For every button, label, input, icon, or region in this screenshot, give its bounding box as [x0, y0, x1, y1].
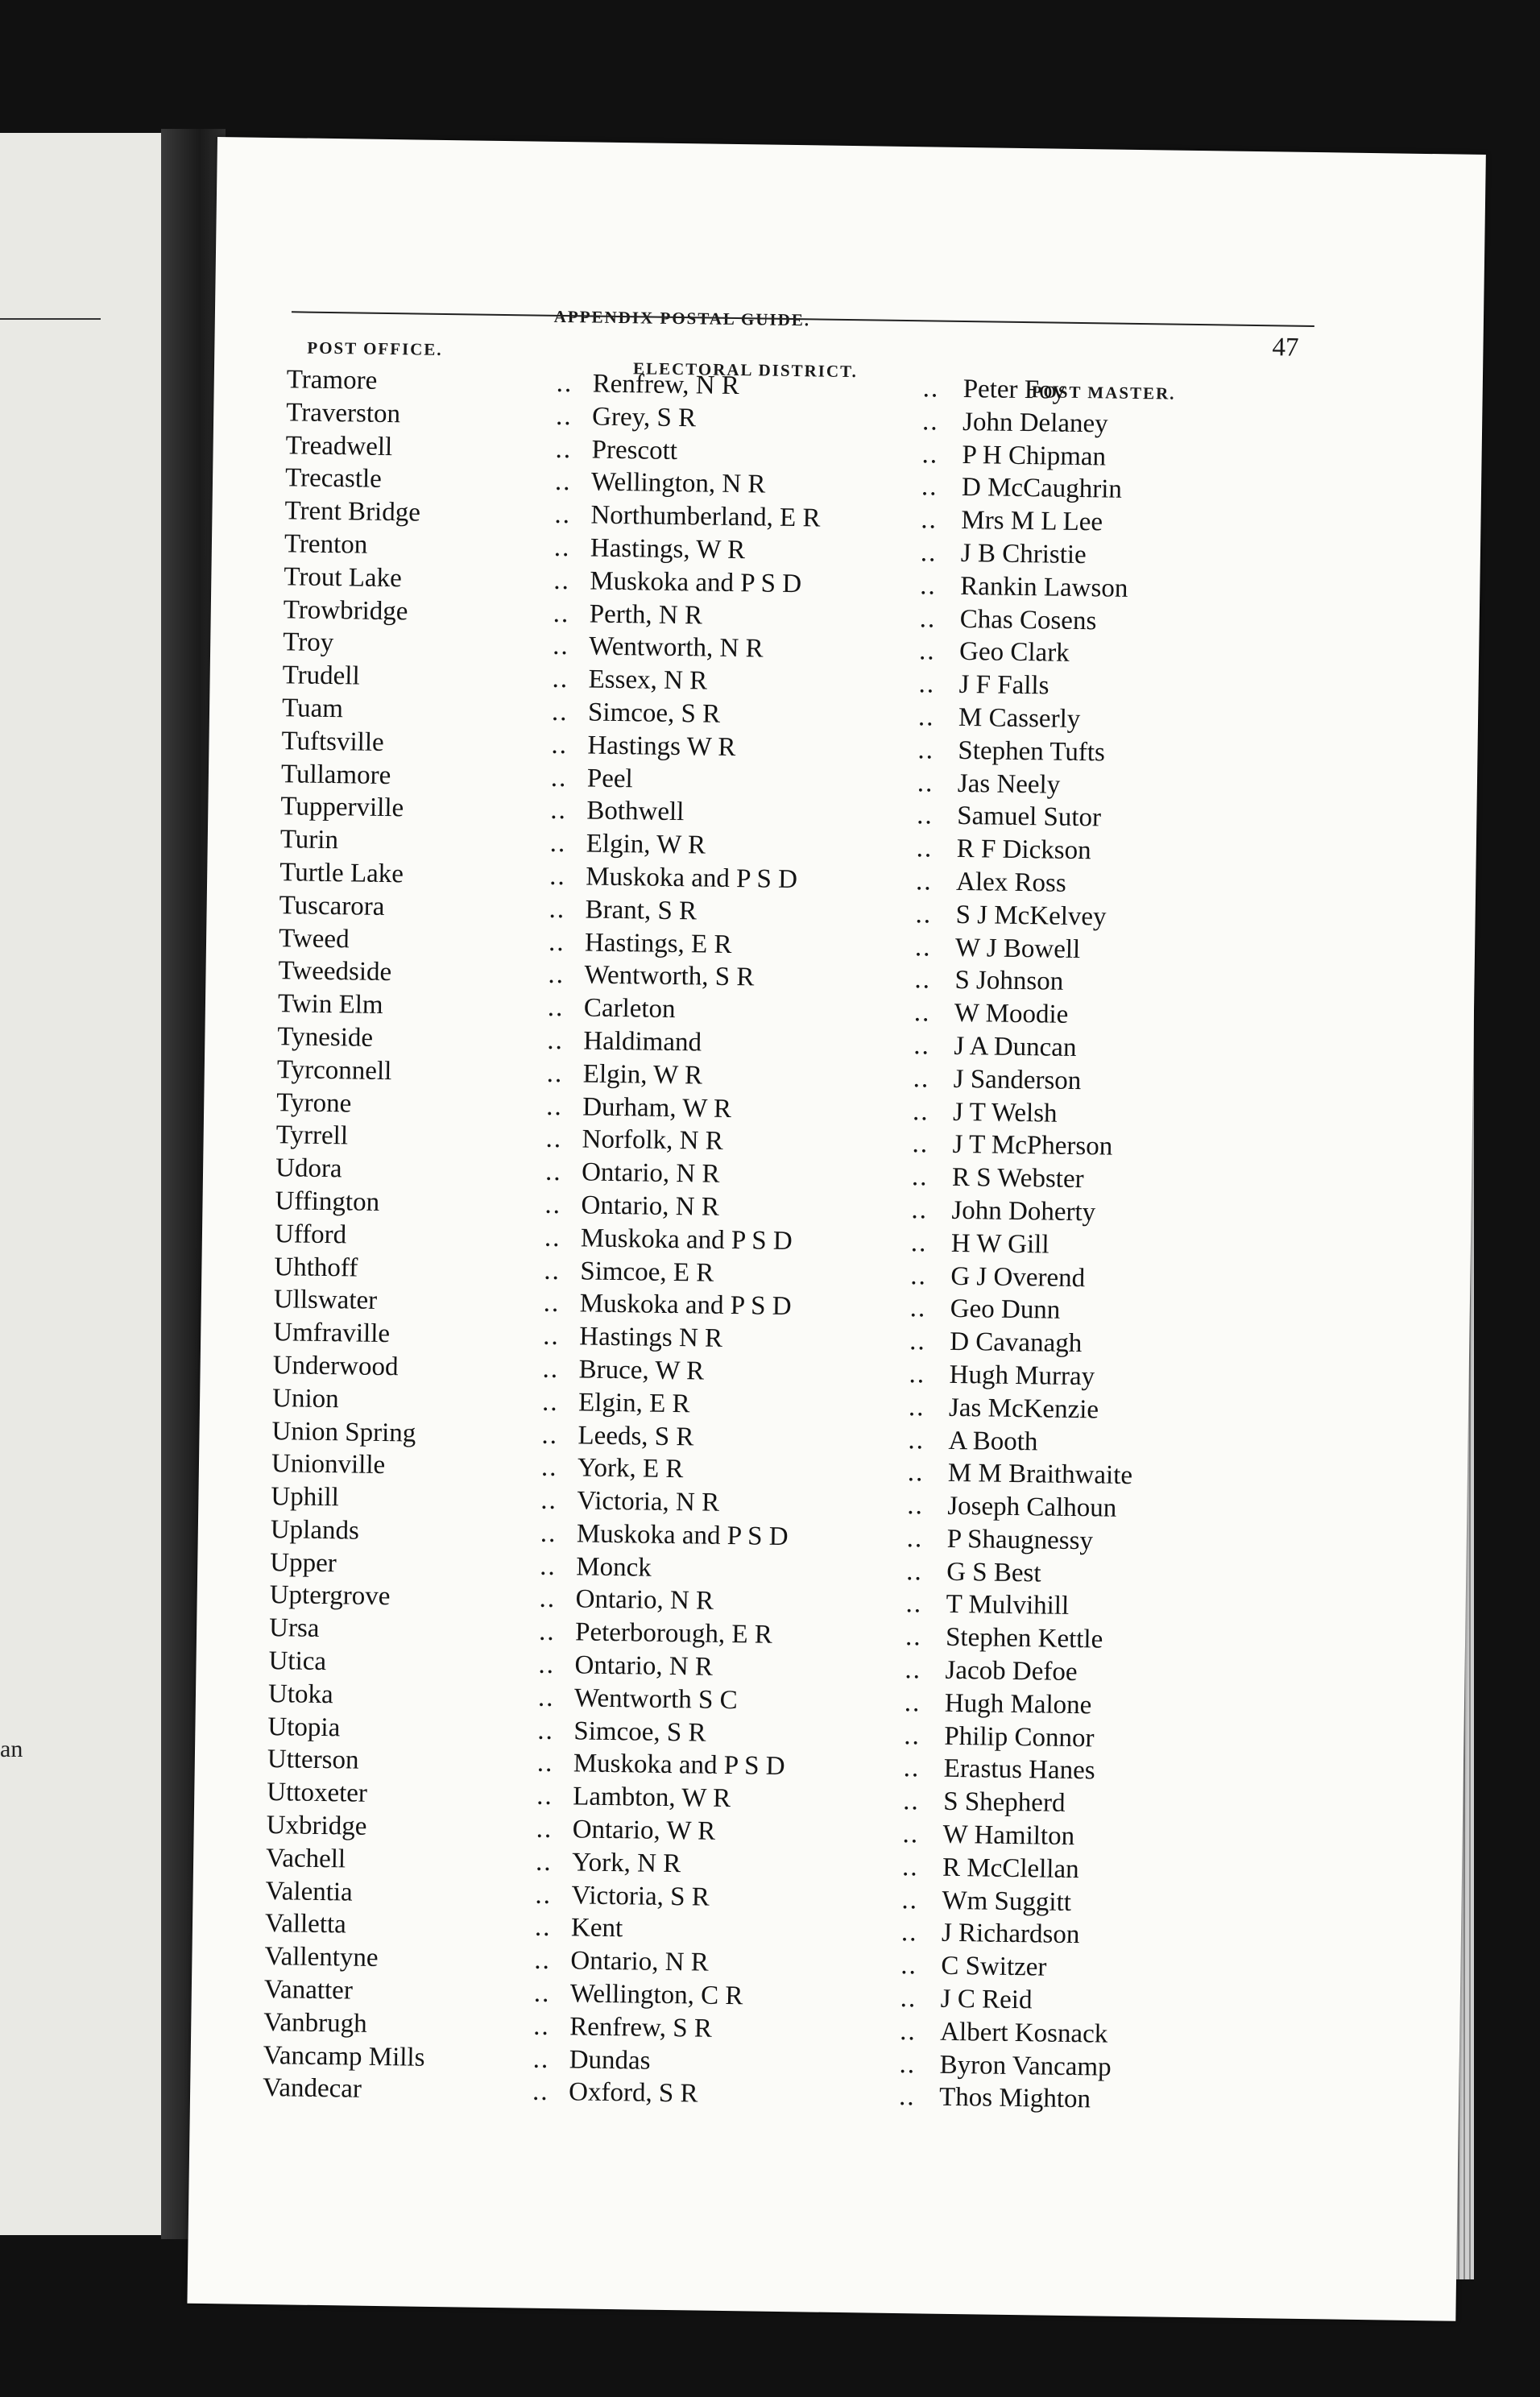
post-office-cell: Turtle Lake	[279, 858, 404, 889]
electoral-district-cell: Simcoe, E R	[580, 1256, 714, 1288]
leader-dots: ..	[906, 1524, 924, 1554]
post-office-cell: Tupperville	[280, 792, 404, 823]
leader-dots: ..	[907, 1491, 925, 1521]
leader-dots: ..	[553, 565, 571, 595]
post-master-cell: Rankin Lawson	[960, 571, 1128, 603]
right-page	[187, 137, 1485, 2321]
leader-dots: ..	[552, 631, 569, 661]
left-page-fragment: an	[0, 1736, 23, 1762]
leader-dots: ..	[905, 1655, 922, 1685]
post-office-cell: Union	[271, 1383, 339, 1414]
electoral-district-cell: Wentworth S C	[573, 1683, 738, 1716]
leader-dots: ..	[899, 2016, 917, 2047]
leader-dots: ..	[917, 735, 935, 765]
leader-dots: ..	[900, 1918, 918, 1948]
post-office-cell: Underwood	[272, 1351, 399, 1382]
post-master-cell: Geo Dunn	[950, 1294, 1061, 1326]
leader-dots: ..	[554, 467, 572, 497]
leader-dots: ..	[902, 1819, 920, 1849]
post-master-cell: Wm Suggitt	[942, 1886, 1072, 1917]
post-master-cell: Geo Clark	[958, 637, 1070, 669]
electoral-district-cell: Northumberland, E R	[590, 500, 821, 533]
leader-dots: ..	[917, 801, 934, 830]
leader-dots: ..	[905, 1622, 922, 1652]
post-master-cell: John Delaney	[962, 407, 1108, 439]
electoral-district-cell: Muskoka and P S D	[579, 1289, 792, 1322]
post-master-cell: W Hamilton	[942, 1819, 1075, 1852]
electoral-district-cell: Haldimand	[583, 1026, 702, 1058]
leader-dots: ..	[540, 1551, 557, 1581]
post-master-cell: Hugh Murray	[949, 1360, 1095, 1392]
post-office-cell: Uttoxeter	[267, 1778, 368, 1809]
leader-dots: ..	[535, 1880, 553, 1910]
post-office-cell: Trowbridge	[283, 594, 408, 626]
leader-dots: ..	[899, 2049, 917, 2079]
leader-dots: ..	[541, 1420, 559, 1450]
post-office-cell: Troy	[282, 627, 334, 658]
post-master-cell: J Sanderson	[953, 1064, 1082, 1095]
post-master-cell: Jas Neely	[957, 768, 1061, 800]
post-office-cell: Valletta	[264, 1909, 347, 1940]
post-master-cell: Albert Kosnack	[939, 2017, 1108, 2049]
leader-dots: ..	[909, 1327, 926, 1356]
post-master-cell: D McCaughrin	[961, 473, 1123, 505]
leader-dots: ..	[533, 2011, 551, 2041]
leader-dots: ..	[912, 1096, 929, 1126]
post-office-cell: Utopia	[267, 1712, 341, 1742]
post-master-cell: R S Webster	[951, 1162, 1084, 1194]
leader-dots: ..	[547, 1025, 565, 1056]
leader-dots: ..	[536, 1782, 554, 1811]
leader-dots: ..	[555, 434, 573, 464]
leader-dots: ..	[551, 697, 569, 727]
leader-dots: ..	[904, 1720, 921, 1751]
post-master-cell: Erastus Hanes	[943, 1754, 1095, 1786]
leader-dots: ..	[915, 899, 933, 929]
left-page-rule	[0, 318, 101, 320]
column-header-post-office: POST OFFICE.	[307, 337, 443, 359]
electoral-district-cell: Brant, S R	[585, 895, 698, 926]
post-office-cell: Tullamore	[280, 759, 391, 790]
leader-dots: ..	[920, 538, 938, 568]
post-office-cell: Unionville	[271, 1449, 386, 1480]
electoral-district-cell: Ontario, N R	[574, 1650, 714, 1682]
post-master-cell: S Johnson	[954, 966, 1064, 997]
electoral-district-cell: Muskoka and P S D	[580, 1223, 793, 1256]
leader-dots: ..	[540, 1485, 558, 1516]
post-master-cell: D Cavanagh	[949, 1327, 1083, 1359]
leader-dots: ..	[908, 1425, 925, 1455]
post-master-cell: W Moodie	[954, 999, 1069, 1029]
electoral-district-cell: Elgin, W R	[582, 1059, 703, 1091]
post-office-cell: Tweed	[278, 923, 350, 954]
post-master-cell: Philip Connor	[944, 1721, 1095, 1753]
post-office-cell: Uhthoff	[274, 1252, 358, 1283]
post-master-cell: G J Overend	[950, 1261, 1086, 1293]
leader-dots: ..	[911, 1195, 929, 1225]
electoral-district-cell: Renfrew, N R	[592, 369, 740, 401]
leader-dots: ..	[547, 992, 565, 1023]
leader-dots: ..	[550, 796, 568, 826]
post-master-cell: J T Welsh	[952, 1097, 1058, 1128]
electoral-district-cell: Durham, W R	[582, 1091, 732, 1124]
post-master-cell: P Shaugnessy	[946, 1524, 1094, 1556]
leader-dots: ..	[538, 1617, 556, 1647]
leader-dots: ..	[913, 1031, 931, 1061]
leader-dots: ..	[913, 998, 931, 1028]
leader-dots: ..	[536, 1814, 553, 1844]
post-office-cell: Uplands	[270, 1514, 360, 1546]
leader-dots: ..	[534, 1913, 552, 1943]
leader-dots: ..	[902, 1786, 920, 1816]
leader-dots: ..	[548, 927, 565, 957]
leader-dots: ..	[549, 894, 566, 924]
post-master-cell: R McClellan	[942, 1853, 1079, 1885]
leader-dots: ..	[914, 965, 932, 995]
leader-dots: ..	[549, 861, 566, 892]
electoral-district-cell: Hastings, E R	[584, 928, 732, 959]
leader-dots: ..	[909, 1360, 926, 1389]
post-office-cell: Tyrconnell	[276, 1054, 392, 1086]
leader-dots: ..	[903, 1753, 921, 1783]
electoral-district-cell: Grey, S R	[591, 402, 697, 433]
post-master-cell: Byron Vancamp	[939, 2050, 1112, 2082]
leader-dots: ..	[541, 1387, 559, 1417]
electoral-district-cell: Carleton	[583, 993, 676, 1025]
post-office-cell: Utoka	[267, 1679, 333, 1710]
leader-dots: ..	[540, 1518, 557, 1548]
leader-dots: ..	[910, 1227, 928, 1258]
leader-dots: ..	[543, 1289, 561, 1319]
post-office-cell: Tuscarora	[279, 890, 385, 921]
leader-dots: ..	[551, 730, 569, 760]
post-office-cell: Ursa	[268, 1613, 320, 1644]
post-office-cell: Tweedside	[278, 956, 392, 987]
electoral-district-cell: Wentworth, S R	[584, 960, 755, 992]
leader-dots: ..	[917, 768, 934, 798]
electoral-district-cell: Muskoka and P S D	[590, 566, 802, 598]
post-master-cell: J T McPherson	[952, 1130, 1113, 1161]
leader-dots: ..	[921, 505, 938, 535]
leader-dots: ..	[916, 834, 934, 863]
leader-dots: ..	[911, 1162, 929, 1192]
leader-dots: ..	[918, 669, 936, 699]
leader-dots: ..	[537, 1716, 555, 1745]
post-office-cell: Ufford	[274, 1219, 347, 1250]
leader-dots: ..	[905, 1556, 923, 1587]
leader-dots: ..	[536, 1749, 554, 1778]
electoral-district-cell: Victoria, N R	[577, 1486, 720, 1517]
electoral-district-cell: Hastings N R	[578, 1322, 723, 1354]
electoral-district-cell: Simcoe, S R	[573, 1716, 706, 1748]
post-master-cell: J A Duncan	[954, 1031, 1077, 1062]
leader-dots: ..	[544, 1256, 561, 1285]
post-office-cell: Tyneside	[277, 1022, 374, 1053]
leader-dots: ..	[553, 532, 571, 563]
post-master-cell: M Casserly	[958, 702, 1081, 734]
leader-dots: ..	[544, 1223, 561, 1252]
post-master-cell: Peter Foy	[962, 374, 1066, 405]
post-office-cell: Uptergrove	[269, 1580, 391, 1612]
post-office-cell: Trout Lake	[284, 561, 402, 594]
leader-dots: ..	[535, 1847, 553, 1877]
leader-dots: ..	[539, 1584, 557, 1614]
post-master-cell: Hugh Malone	[944, 1688, 1092, 1720]
leader-dots: ..	[920, 571, 938, 601]
post-office-cell: Tyrrell	[275, 1120, 349, 1151]
electoral-district-cell: Peterborough, E R	[574, 1617, 773, 1650]
post-master-cell: Stephen Tufts	[958, 735, 1106, 768]
electoral-district-cell: Simcoe, S R	[587, 698, 721, 729]
post-master-cell: H W Gill	[950, 1228, 1049, 1260]
post-master-cell: John Doherty	[951, 1195, 1096, 1227]
post-master-cell: Stephen Kettle	[945, 1623, 1103, 1654]
post-master-cell: S J McKelvey	[955, 900, 1107, 932]
leader-dots: ..	[533, 1978, 551, 2009]
electoral-district-cell: Lambton, W R	[573, 1782, 731, 1814]
post-office-cell: Trenton	[284, 529, 368, 560]
post-office-cell: Vanbrugh	[263, 2007, 367, 2039]
post-master-cell: A Booth	[948, 1426, 1038, 1456]
post-office-cell: Traverston	[285, 398, 401, 428]
post-master-cell: Thos Mighton	[938, 2083, 1091, 2114]
electoral-district-cell: Bothwell	[586, 796, 685, 827]
leader-dots: ..	[921, 472, 938, 502]
electoral-district-cell: Oxford, S R	[568, 2077, 698, 2109]
electoral-district-cell: Monck	[576, 1552, 652, 1583]
electoral-district-cell: Leeds, S R	[578, 1420, 694, 1451]
post-office-cell: Vallentyne	[264, 1942, 379, 1973]
electoral-district-cell: Muskoka and P S D	[585, 862, 798, 895]
post-office-cell: Vancamp Mills	[263, 2040, 425, 2072]
leader-dots: ..	[900, 1951, 918, 1981]
electoral-district-cell: Ontario, N R	[581, 1157, 720, 1189]
column-header-electoral-district: ELECTORAL DISTRICT.	[632, 358, 858, 382]
post-office-cell: Uffington	[275, 1186, 380, 1217]
leader-dots: ..	[534, 1945, 552, 1976]
post-master-cell: G S Best	[946, 1557, 1041, 1588]
post-office-cell: Vandecar	[262, 2073, 362, 2105]
post-master-cell: W J Bowell	[954, 933, 1081, 964]
electoral-district-cell: Perth, N R	[589, 599, 703, 631]
leader-dots: ..	[554, 500, 572, 530]
post-office-cell: Valentia	[265, 1876, 353, 1907]
leader-dots: ..	[919, 603, 937, 634]
leader-dots: ..	[544, 1157, 562, 1187]
post-master-cell: Alex Ross	[955, 867, 1067, 898]
post-master-cell: R F Dickson	[956, 834, 1091, 866]
post-office-cell: Tyrone	[276, 1087, 352, 1118]
leader-dots: ..	[921, 407, 939, 437]
leader-dots: ..	[553, 598, 570, 628]
post-office-cell: Uxbridge	[266, 1811, 367, 1841]
leader-dots: ..	[907, 1458, 925, 1488]
post-office-cell: Union Spring	[271, 1416, 416, 1448]
post-office-cell: Upper	[270, 1547, 337, 1578]
electoral-district-cell: York, N R	[571, 1848, 681, 1879]
post-office-cell: Utica	[268, 1646, 327, 1677]
electoral-district-cell: Kent	[570, 1913, 623, 1944]
post-office-cell: Trecastle	[284, 463, 383, 495]
electoral-district-cell: Wellington, C R	[569, 1979, 743, 2011]
post-master-cell: Samuel Sutor	[957, 801, 1102, 833]
leader-dots: ..	[913, 1063, 930, 1094]
post-office-cell: Twin Elm	[277, 989, 383, 1020]
post-master-cell: S Shepherd	[942, 1787, 1066, 1819]
leader-dots: ..	[542, 1321, 561, 1352]
leader-dots: ..	[905, 1589, 923, 1619]
leader-dots: ..	[540, 1453, 558, 1483]
post-office-cell: Umfraville	[273, 1318, 391, 1349]
post-office-cell: Trudell	[282, 660, 360, 691]
post-office-cell: Utterson	[267, 1745, 359, 1776]
leader-dots: ..	[914, 932, 932, 963]
leader-dots: ..	[921, 439, 939, 470]
leader-dots: ..	[550, 763, 568, 793]
post-office-cell: Treadwell	[285, 430, 393, 462]
electoral-district-cell: York, E R	[577, 1453, 684, 1484]
leader-dots: ..	[545, 1124, 563, 1154]
post-master-cell: J C Reid	[940, 1984, 1033, 2015]
leader-dots: ..	[555, 401, 573, 431]
post-master-cell: M M Braithwaite	[947, 1459, 1133, 1491]
column-header-post-master: POST MASTER.	[1031, 382, 1176, 404]
electoral-district-cell: Wellington, N R	[590, 467, 766, 499]
leader-dots: ..	[542, 1354, 560, 1384]
electoral-district-cell: Hastings W R	[587, 731, 736, 762]
leader-dots: ..	[910, 1261, 928, 1290]
electoral-district-cell: Elgin, W R	[586, 829, 706, 860]
post-master-cell: T Mulvihill	[946, 1590, 1070, 1621]
electoral-district-cell: Dundas	[569, 2044, 651, 2076]
electoral-district-cell: Wentworth, N R	[588, 631, 764, 664]
post-master-cell: J B Christie	[960, 538, 1087, 570]
post-master-cell: Jacob Defoe	[945, 1655, 1078, 1687]
post-master-cell: Joseph Calhoun	[947, 1491, 1117, 1523]
post-master-cell: J F Falls	[958, 670, 1049, 701]
leader-dots: ..	[900, 1984, 917, 2014]
leader-dots: ..	[532, 2077, 549, 2107]
post-office-cell: Vachell	[265, 1843, 346, 1874]
post-office-cell: Tuam	[281, 693, 344, 724]
leader-dots: ..	[544, 1190, 562, 1220]
electoral-district-cell: Ontario, W R	[572, 1815, 716, 1846]
leader-dots: ..	[917, 702, 935, 732]
leader-dots: ..	[546, 1058, 564, 1088]
electoral-district-cell: Muskoka and P S D	[576, 1519, 789, 1551]
post-master-cell: C Switzer	[941, 1952, 1047, 1982]
leader-dots: ..	[548, 960, 565, 990]
post-office-cell: Turin	[279, 825, 339, 855]
directory-table	[190, 364, 1483, 2123]
post-office-cell: Vanatter	[263, 1975, 354, 2006]
electoral-district-cell: Ontario, N R	[581, 1190, 720, 1222]
post-office-cell: Udora	[275, 1153, 342, 1184]
leader-dots: ..	[922, 374, 940, 404]
electoral-district-cell: Peel	[586, 764, 634, 793]
leader-dots: ..	[898, 2082, 916, 2112]
leader-dots: ..	[549, 829, 567, 859]
leader-dots: ..	[901, 1852, 919, 1882]
page-title: APPENDIX POSTAL GUIDE.	[553, 306, 811, 330]
page-number: 47	[1272, 333, 1299, 362]
electoral-district-cell: Elgin, E R	[578, 1388, 690, 1419]
leader-dots: ..	[537, 1683, 555, 1712]
post-master-cell: Jas McKenzie	[948, 1393, 1099, 1425]
electoral-district-cell: Muskoka and P S D	[573, 1749, 785, 1782]
electoral-district-cell: Victoria, S R	[571, 1881, 710, 1912]
post-office-cell: Tramore	[286, 365, 378, 395]
electoral-district-cell: Essex, N R	[588, 664, 708, 696]
post-office-cell: Trent Bridge	[284, 496, 421, 528]
leader-dots: ..	[909, 1294, 927, 1323]
leader-dots: ..	[908, 1392, 925, 1422]
electoral-district-cell: Ontario, N R	[575, 1584, 714, 1617]
post-office-cell: Uphill	[271, 1482, 340, 1513]
leader-dots: ..	[556, 368, 573, 399]
post-master-cell: Mrs M L Lee	[961, 506, 1103, 537]
leader-dots: ..	[538, 1650, 556, 1680]
post-master-cell: Chas Cosens	[959, 604, 1097, 635]
leader-dots: ..	[552, 664, 569, 694]
leader-dots: ..	[901, 1885, 919, 1915]
post-master-cell: P H Chipman	[962, 440, 1107, 472]
leader-dots: ..	[918, 636, 936, 666]
electoral-district-cell: Renfrew, S R	[569, 2012, 713, 2043]
post-office-cell: Ullswater	[273, 1285, 378, 1316]
leader-dots: ..	[915, 867, 933, 896]
electoral-district-cell: Norfolk, N R	[582, 1124, 723, 1157]
leader-dots: ..	[904, 1687, 921, 1718]
leader-dots: ..	[912, 1129, 929, 1159]
post-master-cell: J Richardson	[941, 1919, 1080, 1950]
post-office-cell: Tuftsville	[281, 726, 384, 757]
electoral-district-cell: Bruce, W R	[578, 1355, 705, 1386]
leader-dots: ..	[545, 1091, 563, 1121]
leader-dots: ..	[532, 2044, 550, 2074]
electoral-district-cell: Prescott	[591, 435, 678, 466]
electoral-district-cell: Ontario, N R	[570, 1946, 710, 1977]
electoral-district-cell: Hastings, W R	[590, 533, 746, 565]
